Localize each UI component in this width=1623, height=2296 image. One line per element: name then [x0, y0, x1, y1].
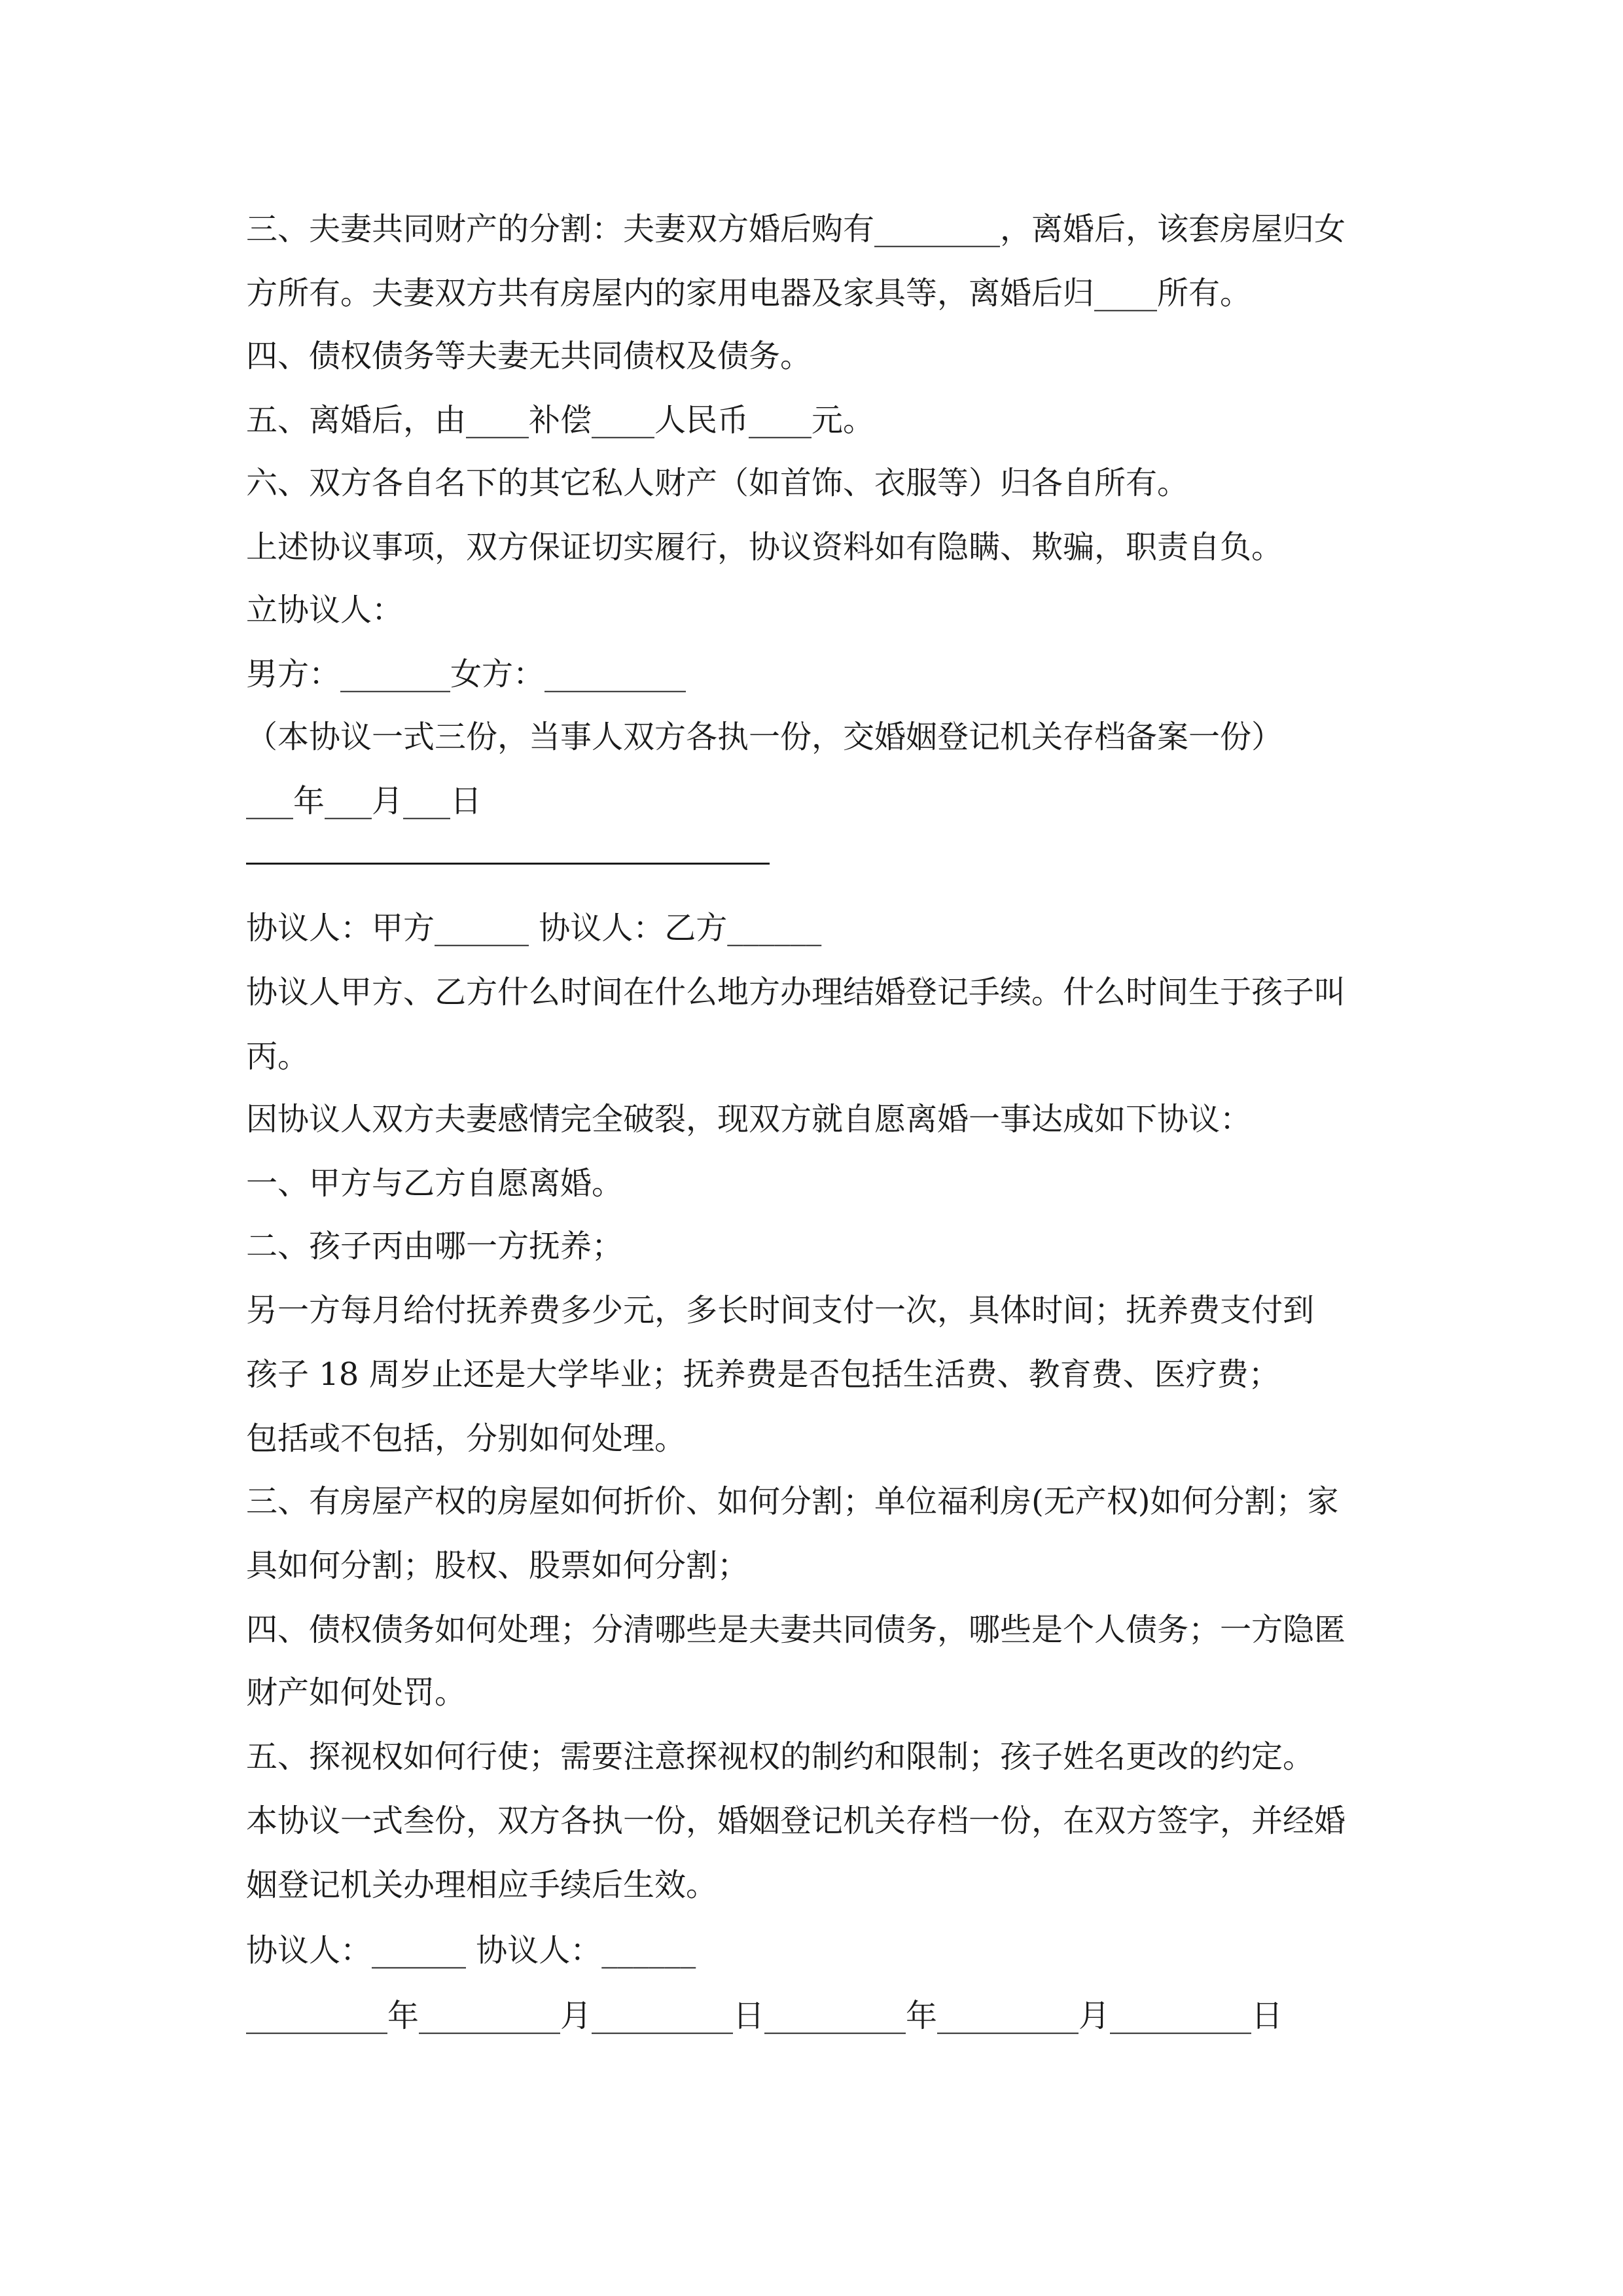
paragraph-line: （本协议一式三份，当事人双方各执一份，交婚姻登记机关存档备案一份） [246, 719, 1283, 755]
paragraph-line: 四、债权债务等夫妻无共同债权及债务。 [246, 338, 812, 374]
paragraph-line: 姻登记机关办理相应手续后生效。 [246, 1867, 718, 1903]
signature-line: 男方：_______女方：_________ [246, 656, 687, 692]
paragraph-line: 二、孩子丙由哪一方抚养； [246, 1228, 624, 1265]
paragraph-line: 上述协议事项，双方保证切实履行，协议资料如有隐瞒、欺骗，职责自负。 [246, 529, 1283, 565]
paragraph-line: 五、探视权如何行使；需要注意探视权的制约和限制；孩子姓名更改的约定。 [246, 1738, 1315, 1775]
paragraph-line: 包括或不包括，分别如何处理。 [246, 1420, 687, 1457]
date-line: ___年___月___日 [246, 783, 482, 819]
paragraph-line: 六、双方各自名下的其它私人财产（如首饰、衣服等）归各自所有。 [246, 465, 1189, 501]
paragraph-line: 一、甲方与乙方自愿离婚。 [246, 1165, 624, 1202]
paragraph-line: 四、债权债务如何处理；分清哪些是夫妻共同债务，哪些是个人债务；一方隐匿 [246, 1611, 1346, 1648]
paragraph-line: 五、离婚后，由____补偿____人民币____元。 [246, 402, 875, 439]
separator-rule [246, 863, 770, 865]
paragraph-line: 因协议人双方夫妻感情完全破裂，现双方就自愿离婚一事达成如下协议： [246, 1101, 1252, 1138]
paragraph-line: 财产如何处罚。 [246, 1674, 467, 1711]
date-line: _________年_________月_________日_________年_________月_________日 [246, 1998, 1283, 2034]
signature-line: 协议人：甲方______ 协议人：乙方______ [246, 910, 822, 946]
signature-line: 协议人：______ 协议人：______ [246, 1932, 696, 1969]
paragraph-line: 丙。 [246, 1038, 310, 1075]
paragraph-line: 方所有。夫妻双方共有房屋内的家用电器及家具等，离婚后归____所有。 [246, 275, 1252, 312]
paragraph-line: 本协议一式叁份，双方各执一份，婚姻登记机关存档一份，在双方签字，并经婚 [246, 1803, 1346, 1839]
paragraph-line: 协议人甲方、乙方什么时间在什么地方办理结婚登记手续。什么时间生于孩子叫 [246, 974, 1346, 1011]
paragraph-line: 三、有房屋产权的房屋如何折价、如何分割；单位福利房(无产权)如何分割；家 [246, 1483, 1339, 1520]
paragraph-line: 立协议人： [246, 592, 404, 628]
paragraph-line: 三、夫妻共同财产的分割：夫妻双方婚后购有________，离婚后，该套房屋归女 [246, 211, 1346, 247]
paragraph-line: 孩子 18 周岁止还是大学毕业；抚养费是否包括生活费、教育费、医疗费； [246, 1356, 1280, 1393]
paragraph-line: 另一方每月给付抚养费多少元，多长时间支付一次，具体时间；抚养费支付到 [246, 1292, 1315, 1329]
paragraph-line: 具如何分割；股权、股票如何分割； [246, 1547, 749, 1584]
